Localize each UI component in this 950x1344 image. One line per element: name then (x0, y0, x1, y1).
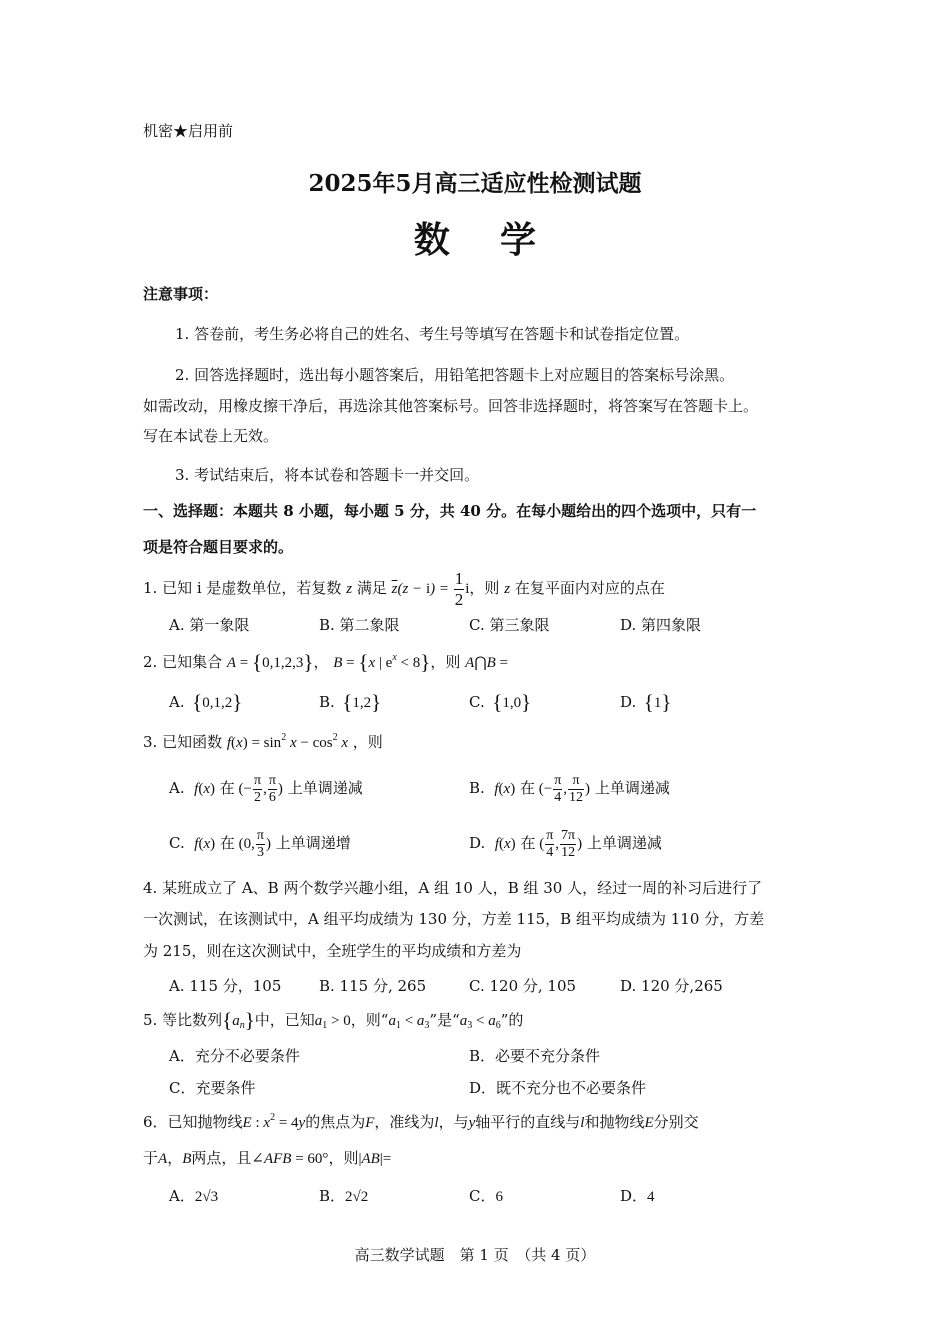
question-4-line: 4. 某班成立了 A、B 两个数学兴趣小组，A 组 10 人，B 组 30 人，经过一周的补习后进行了 (143, 879, 763, 897)
option-a: A．2√3 (169, 1187, 219, 1205)
exam-title: 2025年5月高三适应性检测试题 (308, 170, 642, 197)
question-4-line: 一次测试，在该测试中，A 组平均成绩为 130 分，方差 115，B 组平均成绩为 110 分，方差 (143, 910, 765, 928)
question-3: 3. 已知函数 $f(x) = \sin^2 x - \cos^2 x$ ，则 (143, 732, 383, 751)
option-c: C．6 (469, 1187, 503, 1205)
notice-item: 3. 考试结束后，将本试卷和答题卡一并交回。 (175, 466, 480, 484)
q3-option-b: B. f(x) 在 (− $\frac{\pi}{4}$ , $\frac{\pi}{12}$ ) 上单调递减 (469, 772, 670, 805)
question-2: 2. 已知集合 A = {0,1,2,3}， B = {x | $e^x < 8$}，则 A⋂B = (143, 650, 509, 674)
option-b: B. {1,2} (319, 690, 382, 714)
option-a: A. 第一象限 (169, 616, 250, 634)
option-a: A. 115 分，105 (169, 977, 282, 995)
option-d: D. 第四象限 (620, 616, 702, 634)
option-d: D. 120 分,265 (620, 977, 723, 995)
option-b: B. 第二象限 (319, 616, 400, 634)
option-d: D．4 (620, 1187, 655, 1205)
notice-item: 2. 回答选择题时，选出每小题答案后，用铅笔把答题卡上对应题目的答案标号涂黑。 (175, 366, 735, 384)
page-footer: 高三数学试题 第 1 页 （共 4 页） (354, 1246, 596, 1264)
option-d: D. {1} (620, 690, 672, 714)
section-heading: 一、选择题：本题共 8 小题，每小题 5 分，共 40 分。在每小题给出的四个选项中，只有一 (143, 502, 757, 520)
notice-item: 1. 答卷前，考生务必将自己的姓名、考生号等填写在答题卡和试卷指定位置。 (175, 325, 690, 343)
question-4-line: 为 215，则在这次测试中，全班学生的平均成绩和方差为 (143, 942, 522, 960)
option-c: C．充要条件 (169, 1079, 256, 1097)
question-6-line: 6．已知抛物线E : $x^2 = 4y$的焦点为F，准线为l，与y轴平行的直线与l和抛物线E分别交 (143, 1112, 699, 1131)
q3-option-d: D. f(x) 在 ( $\frac{\pi}{4}$ , $\frac{7\pi}{12}$ ) 上单调递减 (469, 827, 662, 860)
option-a: A．充分不必要条件 (169, 1047, 300, 1065)
option-d: D．既不充分也不必要条件 (469, 1079, 647, 1097)
q3-option-c: C. f(x) 在 (0, $\frac{\pi}{3}$ ) 上单调递增 (169, 827, 351, 860)
question-1: 1. 已知 i 是虚数单位，若复数 z 满足 $\overline{z}(z - i)$ = $\frac{1}{2}$ i，则 z 在复平面内对应的点在 (143, 568, 665, 609)
option-b: B．必要不充分条件 (469, 1047, 601, 1065)
notice-heading: 注意事项： (143, 285, 219, 303)
question-6-line: 于A，B两点，且∠AFB = 60°，则|AB|= (143, 1149, 392, 1167)
option-c: C. 第三象限 (469, 616, 550, 634)
option-c: C. 120 分, 105 (469, 977, 577, 995)
section-heading: 项是符合题目要求的。 (143, 538, 294, 556)
notice-item: 写在本试卷上无效。 (143, 427, 279, 445)
option-b: B. 115 分, 265 (319, 977, 427, 995)
subject-title: 数 学 (413, 219, 537, 261)
option-b: B．2√2 (319, 1187, 369, 1205)
notice-item: 如需改动，用橡皮擦干净后，再选涂其他答案标号。回答非选择题时，将答案写在答题卡上。 (143, 397, 759, 415)
confidential-label: 机密★启用前 (143, 122, 234, 140)
option-a: A. {0,1,2} (169, 690, 243, 714)
q3-option-a: A. f(x) 在 (− $\frac{\pi}{2}$ , $\frac{\pi}{6}$ ) 上单调递减 (169, 772, 363, 805)
question-5: 5. 等比数列$\{a_n\}$中，已知$a_1 > 0$，则“$a_1 < a_3$”是“$a_3 < a_6$”的 (143, 1008, 524, 1032)
option-c: C. {1,0} (469, 690, 532, 714)
